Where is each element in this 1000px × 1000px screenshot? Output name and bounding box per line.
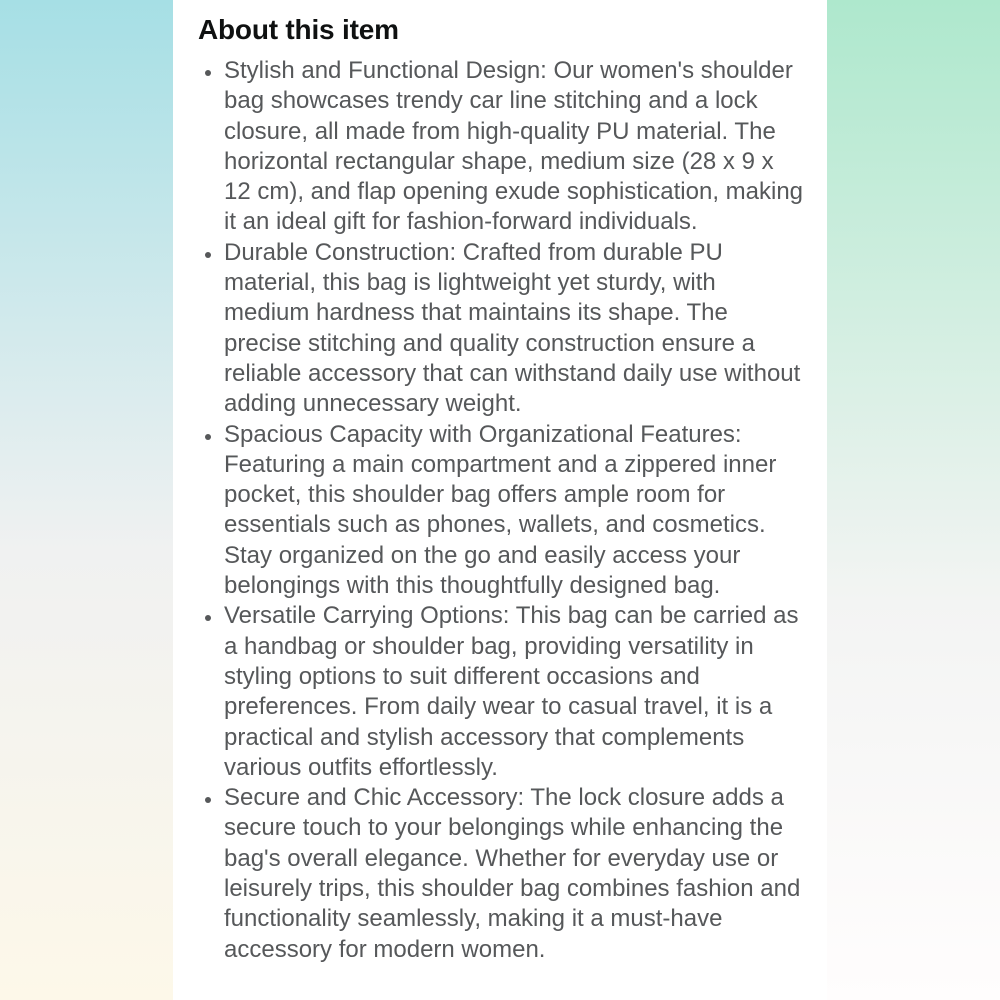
bullet-stylish-design: • Stylish and Functional Design: Our women's shoulder bag showcases trendy car line stitching and a lock closure, all made from high-quality PU material. The horizontal rectangular shape, medium size (28 x 9 x 12 cm), and flap opening exude sophistication, making it an ideal gift for fashion-forward individuals. <box>223 56 805 238</box>
left-gradient-band <box>0 0 173 1000</box>
right-gradient-band <box>827 0 1000 1000</box>
bullet-versatile-carrying: • Versatile Carrying Options: This bag can be carried as a handbag or shoulder bag, providing versatility in styling options to suit different occasions and preferences. From daily wear to casual travel, it is a practical and stylish accessory that complements various outfits effortlessly. <box>223 601 805 783</box>
bullet-secure-chic: • Secure and Chic Accessory: The lock closure adds a secure touch to your belongings while enhancing the bag's overall elegance. Whether for everyday use or leisurely trips, this shoulder bag combines fashion and functionality seamlessly, making it a must-have accessory for modern women. <box>223 783 805 965</box>
about-this-item-heading: About this item <box>198 14 399 45</box>
product-description-panel <box>173 0 827 1000</box>
about-bullet-list <box>198 56 805 965</box>
bullet-durable-construction: • Durable Construction: Crafted from durable PU material, this bag is lightweight yet sturdy, with medium hardness that maintains its shape. The precise stitching and quality construction ensure a reliable accessory that can withstand daily use without adding unnecessary weight. <box>223 238 805 420</box>
bullet-spacious-capacity: • Spacious Capacity with Organizational Features: Featuring a main compartment and a zippered inner pocket, this shoulder bag offers ample room for essentials such as phones, wallets, and cosmetics. Stay organized on the go and easily access your belongings with this thoughtfully designed bag. <box>223 420 805 602</box>
